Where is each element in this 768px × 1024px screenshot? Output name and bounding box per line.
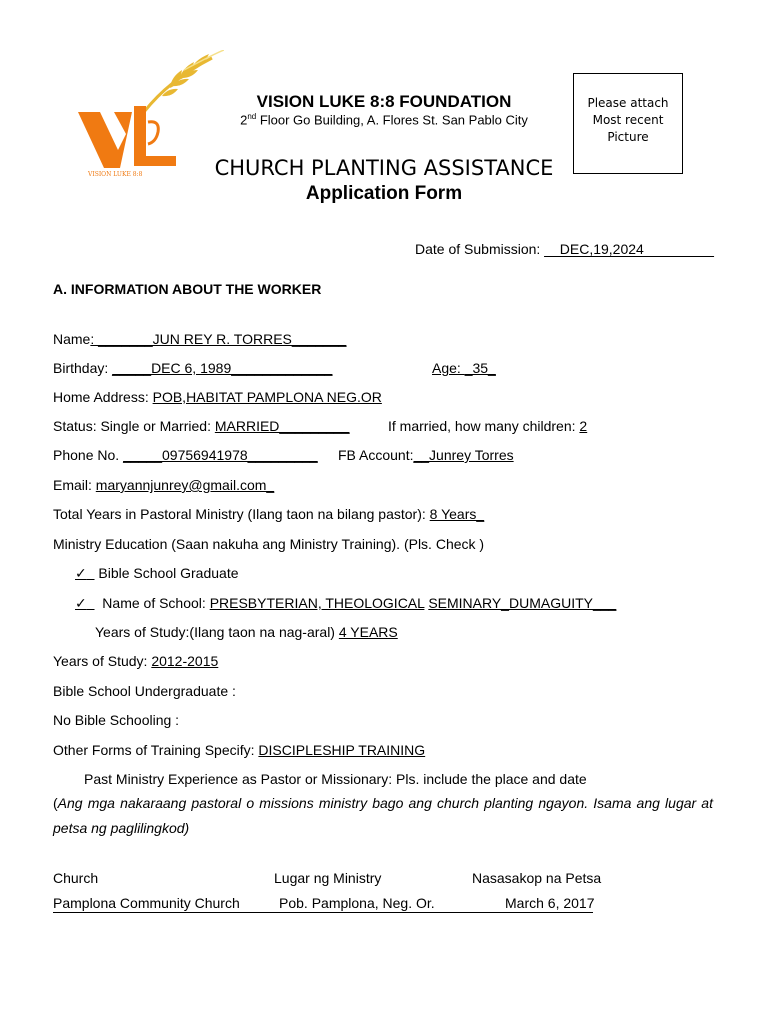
fb-label: FB Account: [338,447,414,463]
other-training-label: Other Forms of Training Specify: [53,742,259,758]
other-training-value: DISCIPLESHIP TRAINING [258,742,426,758]
past-ministry-tagalog: (Ang mga nakaraang pastoral o missions ministry bago ang church planting ngayon. Isama ang lugar at petsa ng paglilingkod) [53,795,713,836]
address-label: Home Address: [53,389,153,405]
children-row [388,418,587,434]
fb-value: __Junrey Torres [413,447,514,463]
table-cell-date: March 6, 2017 [505,895,595,911]
address-row [53,389,382,405]
years-study-label: Years of Study:(Ilang taon na nag-aral) [95,624,339,640]
table-cell-place: Pob. Pamplona, Neg. Or. [279,895,435,911]
form-subtitle: Application Form [305,183,463,204]
years-ministry-value: 8 Years_ [429,506,485,522]
name-row [53,331,346,347]
other-training-row [53,742,425,758]
birthday-value: _____DEC 6, 1989_____________ [112,360,333,376]
name-label: Name [53,331,91,347]
years-ministry-row [53,506,484,522]
table-header-place: Lugar ng Ministry [274,870,382,886]
table-cell-church: Pamplona Community Church [53,895,240,911]
submission-label: Date of Submission: [415,241,541,257]
years-study2-value: 2012-2015 [151,653,219,669]
table-row [53,895,593,913]
address-value: POB,HABITAT PAMPLONA NEG.OR [152,389,382,405]
school-row [75,595,616,612]
past-ministry-label: Past Ministry Experience as Pastor or Missionary: Pls. include the place and date [84,771,587,787]
name-value: : _______JUN REY R. TORRES_______ [90,331,347,347]
fb-row [338,447,514,463]
form-title: CHURCH PLANTING ASSISTANCE [214,156,554,180]
status-value: MARRIED_________ [214,418,350,434]
phone-value: _____09756941978_________ [123,447,318,463]
photo-text-line: Please attach [587,96,669,110]
bible-grad-label: Bible School Graduate [98,565,239,581]
section-a-heading: A. INFORMATION ABOUT THE WORKER [53,281,322,297]
phone-row [53,447,318,463]
birthday-row [53,360,332,376]
table-header-date: Nasasakop na Petsa [472,870,602,886]
school-value: PRESBYTERIAN, THEOLOGICAL [209,595,425,611]
school-label: Name of School: [102,595,210,611]
children-label: If married, how many children: [388,418,580,434]
years-study2-row [53,653,218,669]
photo-text-line: Most recent [592,113,664,127]
school-value-cont: SEMINARY_DUMAGUITY___ [428,595,617,611]
status-label: Status: Single or Married: [53,418,215,434]
years-study-row [95,624,398,640]
age-value: _35_ [464,360,496,376]
ministry-education-label: Ministry Education (Saan nakuha ang Ministry Training). (Pls. Check ) [53,536,485,552]
years-study2-label: Years of Study: [53,653,152,669]
photo-box [573,73,683,174]
birthday-label: Birthday: [53,360,113,376]
phone-label: Phone No. [53,447,124,463]
submission-value: __DEC,19,2024_________ [544,241,714,257]
checkmark-icon: ✓ [75,596,87,612]
children-value: 2 [579,418,588,434]
status-row [53,418,350,434]
age-row [432,360,496,376]
org-address: 2nd Floor Go Building, A. Flores St. San Pablo City [240,112,528,128]
no-schooling-label: No Bible Schooling : [53,712,180,728]
table-header-church: Church [53,870,99,886]
submission-date [415,241,714,257]
age-label: Age: [432,360,465,376]
bible-grad-row [75,565,239,582]
undergrad-label: Bible School Undergraduate : [53,683,236,699]
org-name: VISION LUKE 8:8 FOUNDATION [256,92,512,111]
logo-text: VISION LUKE 8:8 [88,171,143,178]
photo-text-line: Picture [607,130,649,144]
years-ministry-label: Total Years in Pastoral Ministry (Ilang taon na bilang pastor): [53,506,430,522]
checkmark-icon: ✓ [75,566,87,582]
email-value: maryannjunrey@gmail.com_ [95,477,275,493]
email-label: Email: [53,477,96,493]
years-study-value: 4 YEARS [338,624,398,640]
email-row [53,477,274,493]
